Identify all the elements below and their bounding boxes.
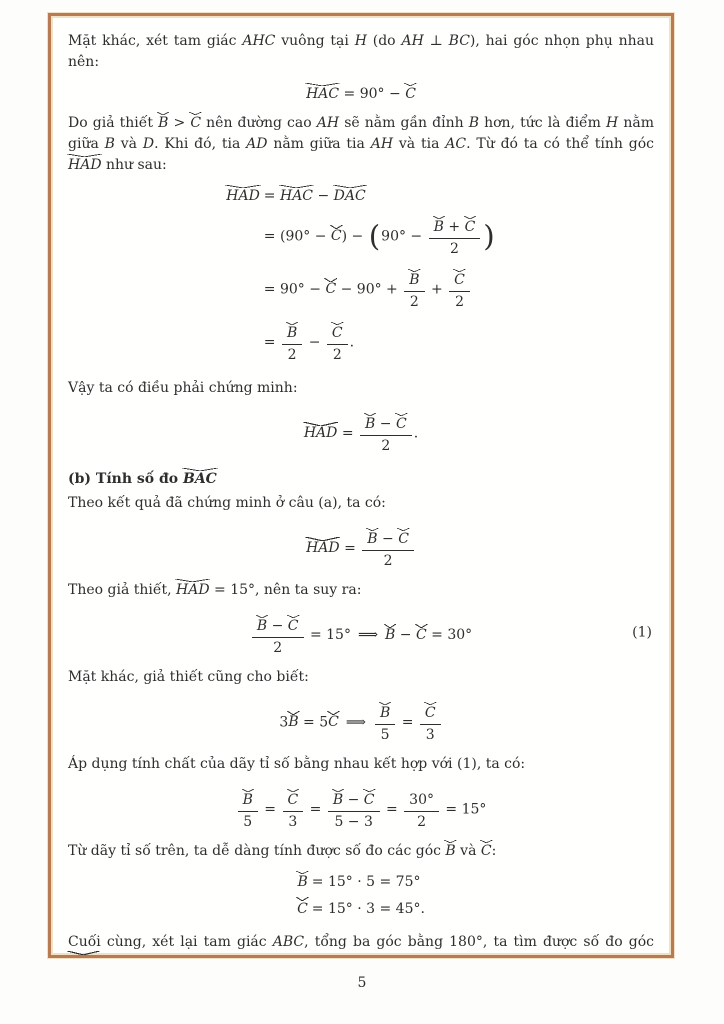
paragraph-qed: Vậy ta có điều phải chứng minh: [68,379,298,396]
align-row: B = 15° · 5 = 75° [297,873,421,890]
equation-align-had-derivation [226,183,496,369]
align-row: HAD = HAC − DAC [226,187,366,204]
paragraph-triangle-sum: Cuối cùng, xét lại tam giác ABC, tổng ba góc bằng 180°, ta tìm được số đo góc [68,932,654,958]
equation-1-body: $\frac{B - C}{2}$ = 15° ⟹ B − C = 30° [250,627,472,643]
page-number: 5 [357,975,367,991]
equation-had-result: HAD = $\frac{B - C}{2}$ . [68,406,654,456]
align-row: = (90° − C) − (90° − $\frac{B + C}{2}$ ) [226,210,496,263]
equation-had-recall: HAD = $\frac{B - C}{2}$ [68,521,654,571]
paragraph-from-part-a: Theo kết quả đã chứng minh ở câu (a), ta có: [68,494,386,511]
paragraph-hypothesis-b-greater-c: Do giả thiết B > C nên đường cao AH sẽ nằm gần đỉnh B hơn, tức là điểm H nằm giữa B và D. Khi đó, tia AD nằm giữa tia AH và tia AC. Từ đó ta có thể tính góc HAD như sau: [68,114,655,173]
align-row: = $\frac{B}{2}$ − $\frac{C}{2}$ . [226,316,496,369]
align-row: = 90° − C − 90° + $\frac{B}{2}$ + $\frac{C}{2}$ [226,263,496,316]
paragraph-had-15: Theo giả thiết, HAD = 15°, nên ta suy ra: [68,581,362,598]
paragraph-ratio-property: Áp dụng tính chất của dãy tỉ số bằng nhau kết hợp với (1), ta có: [68,755,526,772]
paragraph-compute-b-c: Từ dãy tỉ số trên, ta dễ dàng tính được số đo các góc B và C: [68,842,497,859]
align-row: C = 15° · 3 = 45°. [297,900,425,917]
equation-ratio-chain: $\frac{B}{5}$ = $\frac{C}{3}$ = $\frac{B - C}{5 - 3}$ = $\frac{30^\circ}{2}$ = 15° [68,782,654,832]
section-heading-b: (b) Tính số đo BAC [68,470,217,487]
equation-align-b-c-values [297,869,425,923]
solution-document-frame [48,13,674,958]
equation-3b-5c: 3B = 5C ⟹ $\frac{B}{5}$ = $\frac{C}{3}$ [68,695,654,745]
equation-1-number: (1) [632,624,652,641]
paragraph-also-given: Mặt khác, giả thiết cũng cho biết: [68,668,309,685]
equation-hac: HAC = 90° − C [306,86,416,102]
paragraph-triangle-ahc: Mặt khác, xét tam giác AHC vuông tại H (do AH ⊥ BC), hai góc nhọn phụ nhau nên: [68,33,654,70]
equation-1 [68,608,654,658]
